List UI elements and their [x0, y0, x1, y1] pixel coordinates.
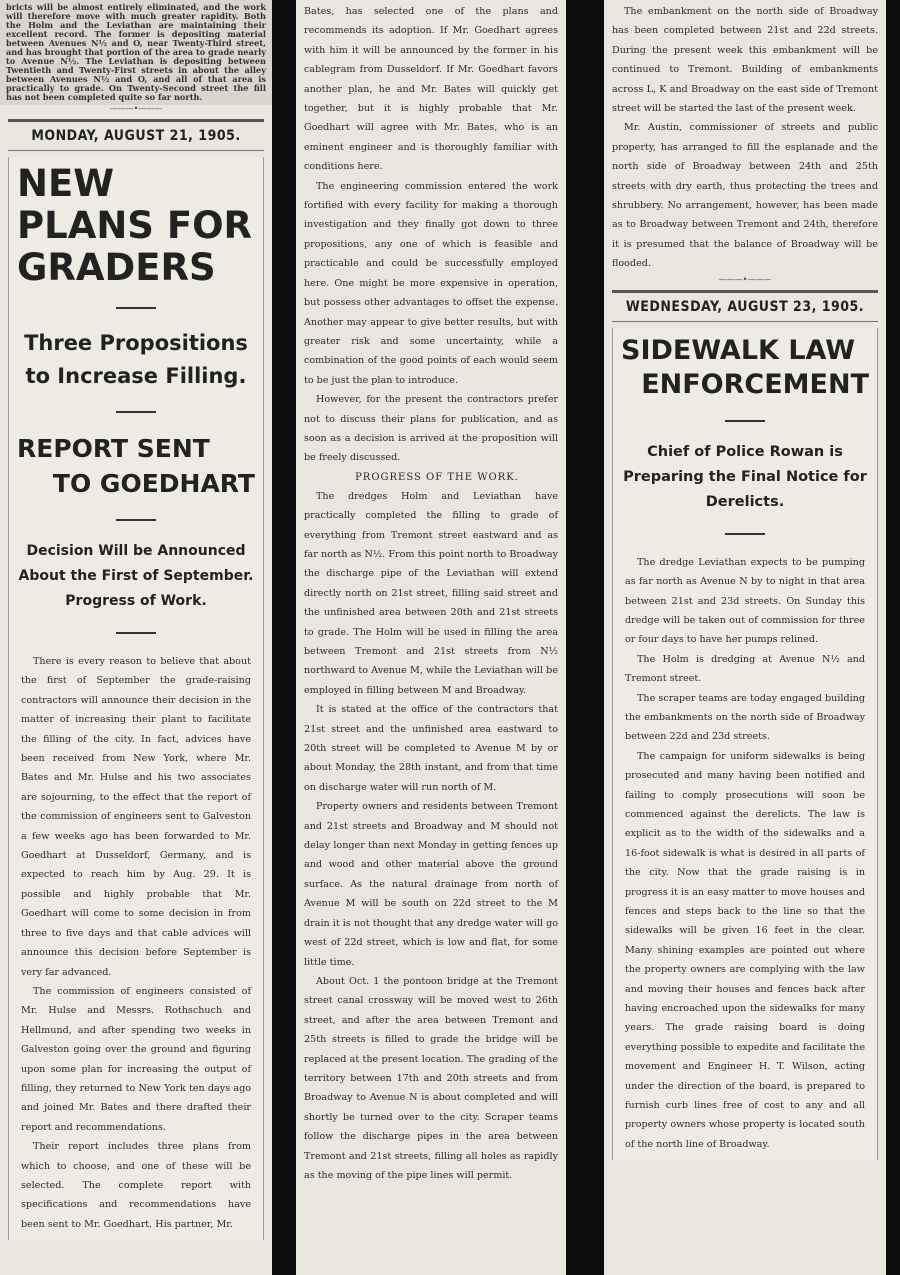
divider	[116, 307, 156, 309]
story-body	[17, 652, 255, 1234]
deck-three-propositions: Three Propositions to Increase Filling.	[24, 331, 248, 388]
headline-to-goedhart: TO GOEDHART	[52, 469, 255, 498]
headline-report-sent: REPORT SENT	[17, 434, 210, 463]
story-new-plans	[8, 157, 264, 1240]
paragraph: The engineering commission entered the work fortified with every facility for making a thorough investigation and they finally got down to three propositions, any one of which is feasible and practicable and could be successfully employed here. One might be more expensive in operation, but possess other advantages to offset the expense. Another may appear to give better results, but with greater risk and some uncertainty, while a combination of the good points of each would seem to be just the plan to introduce.	[304, 180, 558, 386]
divider	[116, 519, 156, 521]
subhead-progress: PROGRESS OF THE WORK.	[355, 471, 519, 483]
deck-decision-announced: Decision Will be Announced About the First of September. Progress of Work.	[18, 543, 254, 609]
paragraph: The scraper teams are today engaged building the embankments on the north side of Broadway between 22d and 23d streets.	[625, 692, 865, 743]
story-body	[621, 553, 869, 1155]
paragraph: There is every reason to believe that about the first of September the grade-raising contractors will announce their decision in the matter of increasing their plant to facilitate the filling of the city. In fact, advices have been received from New York, where Mr. Bates and Mr. Hulse and his two associates are sojourning, to the effect that the report of the commission of engineers sent to Galveston a few weeks ago has been forwarded to Mr. Goedhart at Dusseldorf, Germany, and is expected to reach him by Aug. 29. It is possible and highly probable that Mr. Goedhart will come to some decision in from three to five days and that cable advices will announce this decision before September is very far advanced.	[21, 656, 251, 978]
paragraph: The commission of engineers consisted of Mr. Hulse and Messrs. Rothschuch and Hellmund, and after spending two weeks in Galveston going over the ground and figuring upon some plan for increasing the output of filling, they returned to New York ten days ago and joined Mr. Bates and there drafted their report and recommendations.	[21, 985, 251, 1133]
paragraph: The Holm is dredging at Avenue N½ and Tremont street.	[625, 653, 865, 685]
paragraph: It is stated at the office of the contractors that 21st street and the unfinished area eastward to 20th street will be completed to Avenue M by or about Monday, the 28th instant, and from that time on discharge water will run north of M.	[304, 704, 558, 793]
column-2	[296, 0, 566, 1275]
headline-new-plans: NEW PLANS FOR GRADERS	[17, 162, 253, 289]
dateline-monday: MONDAY, AUGUST 21, 1905.	[8, 119, 264, 151]
divider	[116, 411, 156, 413]
headline-sidewalk-law: SIDEWALK LAW	[621, 334, 856, 366]
paragraph: The dredges Holm and Leviathan have practically completed the filling to grade of everything from Tremont street eastward and as far north as N½. From this point north to Broadway the discharge pipe of the Leviathan will extend directly north on 21st street, filling said street and the unfinished area between 20th and 21st streets to grade. The Holm will be used in filling the area between Tremont and 21st streets from N½ northward to Avenue M, while the Leviathan will be employed in filling between M and Broadway.	[304, 490, 558, 696]
paragraph: The embankment on the north side of Broadway has been completed between 21st and 22d streets. During the present week this embankment will be continued to Tremont. Building of embankments across L, K and Broadway on the east side of Tremont street will be started the last of the present week.	[612, 6, 878, 115]
end-rule: ———•———	[109, 104, 163, 113]
column-1	[0, 0, 272, 1275]
paragraph: About Oct. 1 the pontoon bridge at the Tremont street canal crossway will be moved west to 26th street, and after the area between Tremont and 25th streets is filled to grade the bridge will be replaced at the present location. The grading of the territory between 17th and 20th streets and from Broadway to Avenue N is about completed and will shortly be turned over to the city. Scraper teams follow the discharge pipes in the area between Tremont and 21st streets, filling all holes as rapidly as the moving of the pipe lines will permit.	[304, 975, 558, 1181]
divider	[725, 420, 765, 422]
paragraph: The dredge Leviathan expects to be pumping as far north as Avenue N by to night in that area between 21st and 23d streets. On Sunday this dredge will be taken out of commission for three or four days to have her pumps relined.	[625, 556, 865, 646]
paragraph: Bates, has selected one of the plans and recommends its adoption. If Mr. Goedhart agrees with him it will be announced by the former in his cablegram from Dusseldorf. If Mr. Goedhart favors another plan, he and Mr. Bates will quickly get together, but it is highly probable that Mr. Goedhart will agree with Mr. Bates, who is an eminent engineer and is thoroughly familiar with conditions here.	[304, 6, 558, 173]
headline-enforcement: ENFORCEMENT	[641, 368, 869, 400]
divider	[116, 632, 156, 634]
dateline-wednesday: WEDNESDAY, AUGUST 23, 1905.	[612, 290, 878, 322]
paragraph: However, for the present the contractors prefer not to discuss their plans for publication, and as soon as a decision is arrived at the proposition will be freely discussed.	[304, 394, 558, 464]
column-3	[604, 0, 886, 1275]
divider	[725, 533, 765, 535]
story-continuation	[296, 0, 566, 1187]
paragraph: Mr. Austin, commissioner of streets and public property, has arranged to fill the esplanade and the north side of Broadway between 24th and 25th streets with dry earth, thus protecting the trees and shrubbery. No arrangement, however, has been made as to Broadway between Tremont and 24th, therefore it is presumed that the balance of Broadway will be flooded.	[612, 122, 878, 270]
strip-text: bricts will be almost entirely eliminated, and the work will therefore move with much greater rapidity. Both the Holm and the Leviathan are maintaining their excellent record. The former is depositing material between Avenues N½ and O, near Twenty-Third street, and has brought that portion of the area to grade nearly to Avenue N½. The Leviathan is depositing between Twentieth and Twenty-First streets in about the alley between Avenues N½ and O, and all of that area is practically to grade. On Twenty-Second street the fill has not been completed quite so far north.	[6, 2, 266, 102]
paragraph: Their report includes three plans from which to choose, and one of these will be selected. The complete report with specifications and recommendations have been sent to Mr. Goedhart. His partner, Mr.	[21, 1141, 251, 1230]
story-continuation	[604, 0, 886, 276]
paragraph: Property owners and residents between Tremont and 21st streets and Broadway and M should not delay longer than next Monday in getting fences up and wood and other material above the ground surface. As the natural drainage from north of Avenue M will be south on 22d street to the M drain it is not thought that any dredge water will go west of 22d street, which is low and flat, for some little time.	[304, 801, 558, 968]
paragraph: The campaign for uniform sidewalks is being prosecuted and many having been notified and failing to comply prosecutions will soon be commenced against the derelicts. The law is explicit as to the width of the sidewalks and a 16-foot sidewalk is what is desired in all parts of the city. Now that the grade raising is in progress it is an easy matter to move houses and fences and steps back to the line so that the sidewalks will be given 16 feet in the clear. Many shining examples are pointed out where the property owners are complying with the law and moving their houses and fences back after having encroached upon the sidewalks for many years. The grade raising board is doing everything possible to expedite and facilitate the movement and Engineer H. T. Wilson, acting under the direction of the board, is prepared to furnish curb lines free of cost to any and all property owners whose property is located south of the north line of Broadway.	[625, 750, 865, 1150]
story-sidewalk-law	[612, 328, 878, 1161]
continued-story-strip	[0, 0, 272, 105]
deck-chief-of-police: Chief of Police Rowan is Preparing the Final Notice for Derelicts.	[623, 443, 867, 510]
end-rule: ———•———	[718, 274, 772, 284]
